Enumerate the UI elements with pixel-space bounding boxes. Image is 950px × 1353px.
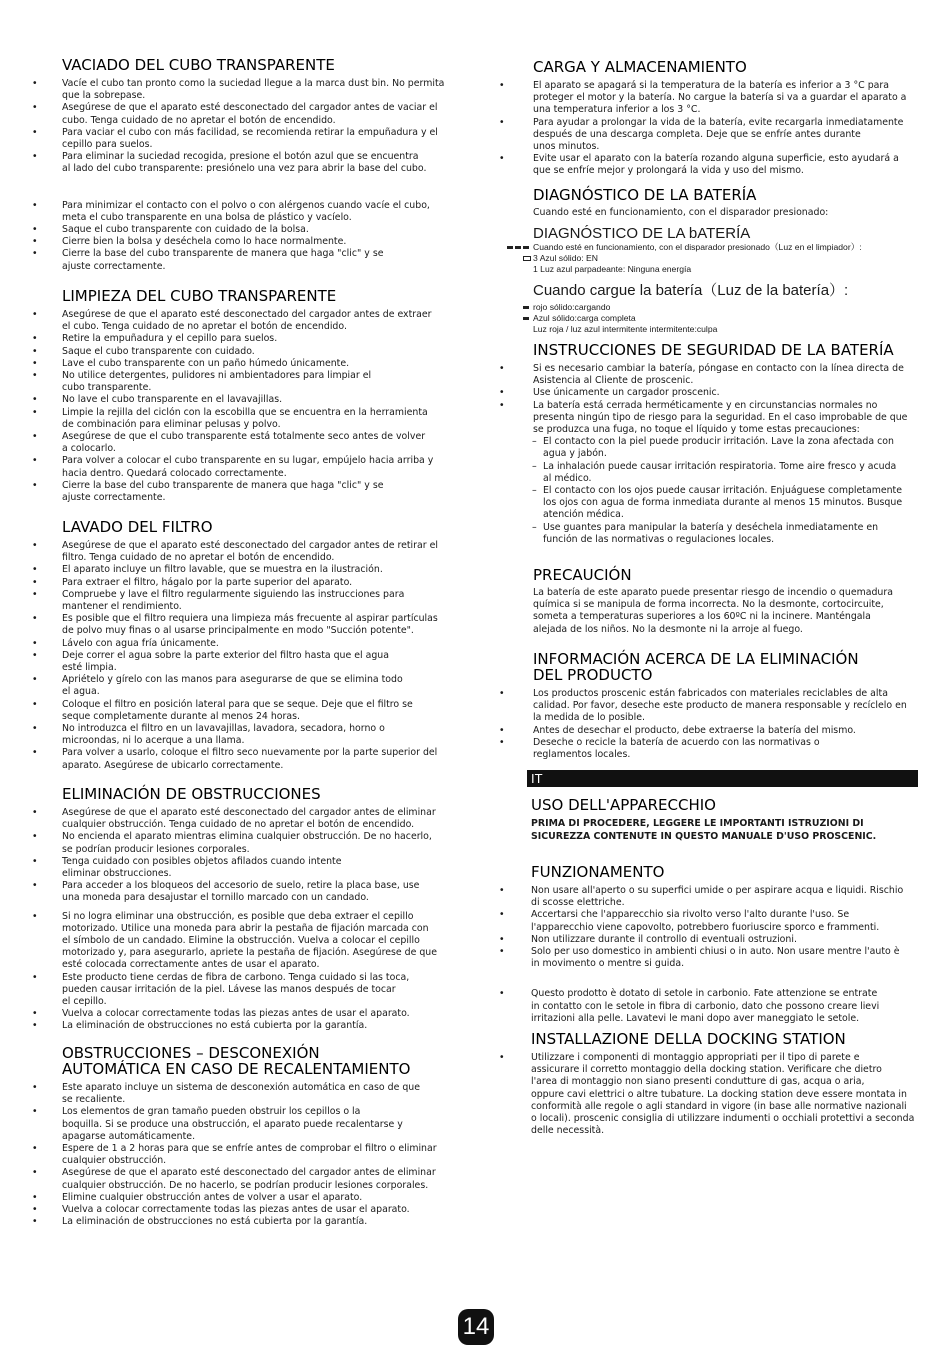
indicator-solid-icon bbox=[523, 306, 529, 309]
list-item: • Evite usar el aparato con la batería rozando alguna superficie, esto ayudará a que se enfríe mejor y prolongará la vida y uso del mismo. bbox=[497, 153, 920, 177]
section-eliminacion bbox=[30, 786, 450, 1033]
diagnostic-line bbox=[497, 264, 920, 275]
list-item: • Saque el cubo transparente con cuidado. bbox=[30, 346, 450, 358]
indicator-dashes-icon bbox=[507, 246, 529, 249]
bullet-list bbox=[497, 988, 920, 1025]
list-item: • Cierre bien la bolsa y deséchela como lo hace normalmente. bbox=[30, 236, 450, 248]
list-item: • Para minimizar el contacto con el polvo o con alérgenos cuando vacíe el cubo, meta el cubo transparente en una bolsa de plástico y vacíelo. bbox=[30, 200, 450, 224]
list-item: • Si es necesario cambiar la batería, póngase en contacto con la línea directa de Asistencia al Cliente de proscenic. bbox=[497, 363, 920, 387]
list-item: • Coloque el filtro en posición lateral para que se seque. Deje que el filtro se seque completamente durante al menos 24 horas. bbox=[30, 699, 450, 723]
list-item: • El aparato se apagará si la temperatura de la batería es inferior a 3 °C para proteger el motor y la batería. No cargue la batería si va a guardar el aparato a una temperatura inferior a los 3 °C. bbox=[497, 80, 920, 117]
list-item: • Espere de 1 a 2 horas para que se enfríe antes de comprobar el filtro o eliminar cualquier obstrucción. bbox=[30, 1143, 450, 1167]
dash-icon: – bbox=[532, 436, 537, 448]
diagnostic-line bbox=[497, 324, 920, 335]
list-item: • Questo prodotto è dotato di setole in carbonio. Fate attenzione se entrate in contatto con le setole in fibra di carbonio, dato che possono creare lievi irritazioni alla pelle. Lavatevi le mani dopo aver maneggiato le setole. bbox=[497, 988, 920, 1025]
list-item: • Lávelo con agua fría únicamente. bbox=[30, 638, 450, 650]
list-item: • El aparato incluye un filtro lavable, que se muestra en la ilustración. bbox=[30, 564, 450, 576]
sub-list-item: – El contacto con los ojos puede causar irritación. Enjuáguese completamente los ojos con agua de forma inmediata durante al menos 15 minutos. Busque atención médica. bbox=[532, 485, 903, 521]
section-seguridad bbox=[497, 342, 920, 546]
section-title: VACIADO DEL CUBO TRANSPARENTE bbox=[62, 56, 335, 74]
dash-icon: – bbox=[532, 460, 537, 472]
list-item: • Asegúrese de que el aparato esté desconectado del cargador antes de eliminar cualquier obstrucción. De no hacerlo, se podrían producir lesiones corporales. bbox=[30, 1167, 450, 1191]
section-funzionamento bbox=[497, 864, 920, 1025]
list-item: • Lave el cubo transparente con un paño húmedo únicamente. bbox=[30, 358, 450, 370]
list-item: • Vacíe el cubo tan pronto como la suciedad llegue a la marca dust bin. No permita que la sobrepase. bbox=[30, 78, 450, 102]
diagnostic-line-text: Luz roja / luz azul intermitente intermitente:culpa bbox=[533, 324, 718, 335]
list-item: • La batería está cerrada herméticamente y en circunstancias normales no presenta ningún tipo de riesgo para la seguridad. En el caso improbable de que se produzca una fuga, no toque el líquido y tome estas precauciones: bbox=[497, 400, 920, 437]
dash-icon: – bbox=[532, 485, 537, 497]
list-item: • Cierre la base del cubo transparente de manera que haga "clic" y se ajuste correctamente. bbox=[30, 248, 450, 272]
page-number: 14 bbox=[458, 1309, 494, 1345]
section-title: USO DELL'APPARECCHIO bbox=[531, 796, 716, 814]
bullet-list bbox=[30, 807, 450, 905]
list-item: • Elimine cualquier obstrucción antes de volver a usar el aparato. bbox=[30, 1192, 450, 1204]
bullet-list bbox=[30, 540, 450, 772]
list-item: • Si no logra eliminar una obstrucción, es posible que deba extraer el cepillo motorizado. Utilice una moneda para abrir la pestaña de fijación marcada con el símbolo de un candado. Elimine la obstrucción. Vuelva a colocar el cepillo motorizado y, para asegurarlo, apriete la pestaña de fijación. Asegúrese de que esté colocada correctamente antes de usar el aparato. bbox=[30, 911, 450, 972]
bullet-list bbox=[30, 78, 450, 176]
list-item: • Accertarsi che l'apparecchio sia rivolto verso l'alto durante l'uso. Se l'apparecchio viene capovolto, potrebbero fuoriuscire sporco e frammenti. bbox=[497, 909, 920, 933]
diagnostic-heading: Cuando cargue la batería（Luz de la batería）: bbox=[533, 282, 849, 300]
section-uso bbox=[497, 797, 920, 843]
list-item: • Non utilizzare durante il controllo di eventuali ostruzioni. bbox=[497, 934, 920, 946]
list-item: • Para volver a usarlo, coloque el filtro seco nuevamente por la parte superior del aparato. Asegúrese de ubicarlo correctamente. bbox=[30, 747, 450, 771]
section-vaciado bbox=[30, 57, 450, 273]
bullet-list bbox=[497, 885, 920, 970]
list-item: • Este aparato incluye un sistema de desconexión automática en caso de que se recaliente. bbox=[30, 1082, 450, 1106]
list-item: • Para vaciar el cubo con más facilidad, se recomienda retirar la empuñadura y el cepillo para suelos. bbox=[30, 127, 450, 151]
diagnostic-heading: DIAGNÓSTICO DE LA bATERÍA bbox=[533, 225, 751, 243]
section-title: FUNZIONAMENTO bbox=[531, 863, 665, 881]
section-title: OBSTRUCCIONES – DESCONEXIÓN bbox=[62, 1044, 320, 1062]
section-title: DIAGNÓSTICO DE LA BATERÍA bbox=[533, 186, 757, 204]
section-title: ELIMINACIÓN DE OBSTRUCCIONES bbox=[62, 785, 321, 803]
list-item: • Utilizzare i componenti di montaggio appropriati per il tipo di parete e assicurare il corretto montaggio della docking station. Verificare che dietro l'area di montaggio non siano presenti condutture di gas, acqua o aria, oppure cavi elettrici o altre tubature. La docking station deve essere montata in conformità alle regole o agli standard in vigore (in base alle normative nazionali o locali). proscenic consiglia di utilizzare indumenti o occhiali protettivi a seconda delle necessità. bbox=[497, 1052, 920, 1137]
list-item: • Tenga cuidado con posibles objetos afilados cuando intente eliminar obstrucciones. bbox=[30, 856, 450, 880]
list-item: • Es posible que el filtro requiera una limpieza más frecuente al aspirar partículas de polvo muy finas o al usarse principalmente en modo "Succión potente". bbox=[30, 613, 450, 637]
list-item: • Solo per uso domestico in ambienti chiusi o in auto. Non usare mentre l'auto è in movimento o mentre si guida. bbox=[497, 946, 920, 970]
section-lavado bbox=[30, 519, 450, 772]
section-carga bbox=[497, 59, 920, 178]
list-item: • Asegúrese de que el aparato esté desconectado del cargador antes de retirar el filtro. Tenga cuidado de no apretar el botón de encendido. bbox=[30, 540, 450, 564]
list-item: • No utilice detergentes, pulidores ni ambientadores para limpiar el cubo transparente. bbox=[30, 370, 450, 394]
list-item: • Asegúrese de que el aparato esté desconectado del cargador antes de extraer el cubo. Tenga cuidado de no apretar el botón de encendido. bbox=[30, 309, 450, 333]
diagnostic-line-text: Azul sólido:carga completa bbox=[533, 313, 636, 324]
list-item: • Cierre la base del cubo transparente de manera que haga "clic" y se ajuste correctamente. bbox=[30, 480, 450, 504]
language-bar-it: IT bbox=[527, 770, 918, 787]
list-item: • Los elementos de gran tamaño pueden obstruir los cepillos o la boquilla. Si se produce una obstrucción, el aparato puede recalentarse y apagarse automáticamente. bbox=[30, 1106, 450, 1143]
sub-list-item: – El contacto con la piel puede producir irritación. Lave la zona afectada con agua y jabón. bbox=[532, 436, 894, 460]
diagnostic-line-text: 1 Luz azul parpadeante: Ninguna energía bbox=[533, 264, 692, 275]
diagnostic-line bbox=[497, 302, 920, 313]
list-item: • Para ayudar a prolongar la vida de la batería, evite recargarla inmediatamente después de una descarga completa. Deje que se enfríe antes durante unos minutos. bbox=[497, 117, 920, 154]
section-title: INFORMACIÓN ACERCA DE LA ELIMINACIÓN bbox=[533, 650, 859, 668]
list-item: • Deje correr el agua sobre la parte exterior del filtro hasta que el agua esté limpia. bbox=[30, 650, 450, 674]
section-title: LAVADO DEL FILTRO bbox=[62, 518, 213, 536]
list-item: • Retire la empuñadura y el cepillo para suelos. bbox=[30, 333, 450, 345]
list-item: • Limpie la rejilla del ciclón con la escobilla que se encuentra en la herramienta de combinación para eliminar pelusas y polvo. bbox=[30, 407, 450, 431]
section-title: CARGA Y ALMACENAMIENTO bbox=[533, 58, 747, 76]
list-item: • Este producto tiene cerdas de fibra de carbono. Tenga cuidado si las toca, pueden causar irritación de la piel. Lávese las manos después de tocar el cepillo. bbox=[30, 972, 450, 1009]
section-title: PRECAUCIÓN bbox=[533, 566, 632, 584]
list-item: • Compruebe y lave el filtro regularmente siguiendo las instrucciones para mantener el rendimiento. bbox=[30, 589, 450, 613]
list-item: • Saque el cubo transparente con cuidado de la bolsa. bbox=[30, 224, 450, 236]
section-diagnostico bbox=[497, 187, 920, 335]
bullet-list bbox=[497, 363, 920, 436]
diagnostic-line bbox=[497, 242, 920, 253]
section-title: DEL PRODUCTO bbox=[533, 666, 653, 684]
bullet-list bbox=[30, 200, 450, 273]
diagnostic-line bbox=[497, 253, 920, 264]
dash-icon: – bbox=[532, 521, 537, 533]
bullet-list bbox=[497, 688, 920, 761]
list-item: • No lave el cubo transparente en el lavavajillas. bbox=[30, 394, 450, 406]
sub-list-item: – Use guantes para manipular la batería y deséchela inmediatamente en función de las normativas o regulaciones locales. bbox=[532, 521, 879, 545]
list-item: • Vuelva a colocar correctamente todas las piezas antes de usar el aparato. bbox=[30, 1008, 450, 1020]
bullet-list bbox=[30, 1082, 450, 1228]
section-obstrucciones bbox=[30, 1045, 450, 1228]
bullet-list bbox=[30, 309, 450, 504]
list-item: • Para extraer el filtro, hágalo por la parte superior del aparato. bbox=[30, 577, 450, 589]
diagnostic-line-text: Cuando esté en funcionamiento, con el disparador presionado（Luz en el limpiador）: bbox=[533, 242, 862, 253]
section-installazione bbox=[497, 1031, 920, 1137]
section-title: INSTALLAZIONE DELLA DOCKING STATION bbox=[531, 1030, 846, 1048]
list-item: • Antes de desechar el producto, debe extraerse la batería del mismo. bbox=[497, 725, 920, 737]
section-title: AUTOMÁTICA EN CASO DE RECALENTAMIENTO bbox=[62, 1060, 411, 1078]
list-item: • Para eliminar la suciedad recogida, presione el botón azul que se encuentra al lado del cubo transparente: presiónelo una vez para abrir la base del cubo. bbox=[30, 151, 450, 175]
list-item: • Use únicamente un cargador proscenic. bbox=[497, 387, 920, 399]
diagnostic-line bbox=[497, 313, 920, 324]
indicator-solid-icon bbox=[523, 317, 529, 320]
section-title: LIMPIEZA DEL CUBO TRANSPARENTE bbox=[62, 287, 337, 305]
bullet-list bbox=[497, 1052, 920, 1137]
bullet-list bbox=[30, 911, 450, 1033]
list-item: • Los productos proscenic están fabricados con materiales reciclables de alta calidad. Por favor, deseche este producto de manera responsable y recíclelo en la medida de lo posible. bbox=[497, 688, 920, 725]
list-item: • Non usare all'aperto o su superfici umide o per aspirare acqua e liquidi. Rischio di scosse elettriche. bbox=[497, 885, 920, 909]
section-precaucion bbox=[497, 567, 920, 636]
list-item: • Vuelva a colocar correctamente todas las piezas antes de usar el aparato. bbox=[30, 1204, 450, 1216]
paragraph: La batería de este aparato puede presentar riesgo de incendio o quemadura química si se manipula de forma incorrecta. No la desmonte, cortocircuite, someta a temperaturas superiores a los 60ºC ni la incinere. Manténgala alejada de los niños. No la desmonte ni la arroje al fuego. bbox=[533, 587, 893, 635]
list-item: • Asegúrese de que el aparato esté desconectado del cargador antes de eliminar cualquier obstrucción. Tenga cuidado de no apretar el botón de encendido. bbox=[30, 807, 450, 831]
sub-list-item: – La inhalación puede causar irritación respiratoria. Tome aire fresco y acuda al médico. bbox=[532, 460, 897, 484]
list-item: • La eliminación de obstrucciones no está cubierta por la garantía. bbox=[30, 1216, 450, 1228]
important-note: PRIMA DI PROCEDERE, LEGGERE LE IMPORTANTI ISTRUZIONI DI SICUREZZA CONTENUTE IN QUESTO MANUALE D'USO PROSCENIC. bbox=[531, 818, 877, 842]
section-limpieza bbox=[30, 288, 450, 504]
list-item: • Asegúrese de que el cubo transparente está totalmente seco antes de volver a colocarlo. bbox=[30, 431, 450, 455]
list-item: • Deseche o recicle la batería de acuerdo con las normativas o reglamentos locales. bbox=[497, 737, 920, 761]
section-title: INSTRUCCIONES DE SEGURIDAD DE LA BATERÍA bbox=[533, 341, 894, 359]
diagnostic-line-text: rojo sólido:cargando bbox=[533, 302, 611, 313]
bullet-list bbox=[497, 80, 920, 178]
indicator-outline-icon bbox=[523, 256, 531, 261]
list-item: • No introduzca el filtro en un lavavajillas, lavadora, secadora, horno o microondas, ni lo acerque a una llama. bbox=[30, 723, 450, 747]
list-item: • La eliminación de obstrucciones no está cubierta por la garantía. bbox=[30, 1020, 450, 1032]
list-item: • Asegúrese de que el aparato esté desconectado del cargador antes de vaciar el cubo. Tenga cuidado de no apretar el botón de encendido. bbox=[30, 102, 450, 126]
section-informacion bbox=[497, 651, 920, 761]
list-item: • No encienda el aparato mientras elimina cualquier obstrucción. De no hacerlo, se podrían producir lesiones corporales. bbox=[30, 831, 450, 855]
list-item: • Para acceder a los bloqueos del accesorio de suelo, retire la placa base, use una moneda para desajustar el tornillo marcado con un candado. bbox=[30, 880, 450, 904]
intro-text: Cuando esté en funcionamiento, con el disparador presionado: bbox=[533, 207, 829, 218]
list-item: • Apriételo y gírelo con las manos para asegurarse de que se elimina todo el agua. bbox=[30, 674, 450, 698]
diagnostic-line-text: 3 Azul sólido: EN bbox=[533, 253, 598, 264]
list-item: • Para volver a colocar el cubo transparente en su lugar, empújelo hacia arriba y hacia dentro. Quedará colocado correctamente. bbox=[30, 455, 450, 479]
